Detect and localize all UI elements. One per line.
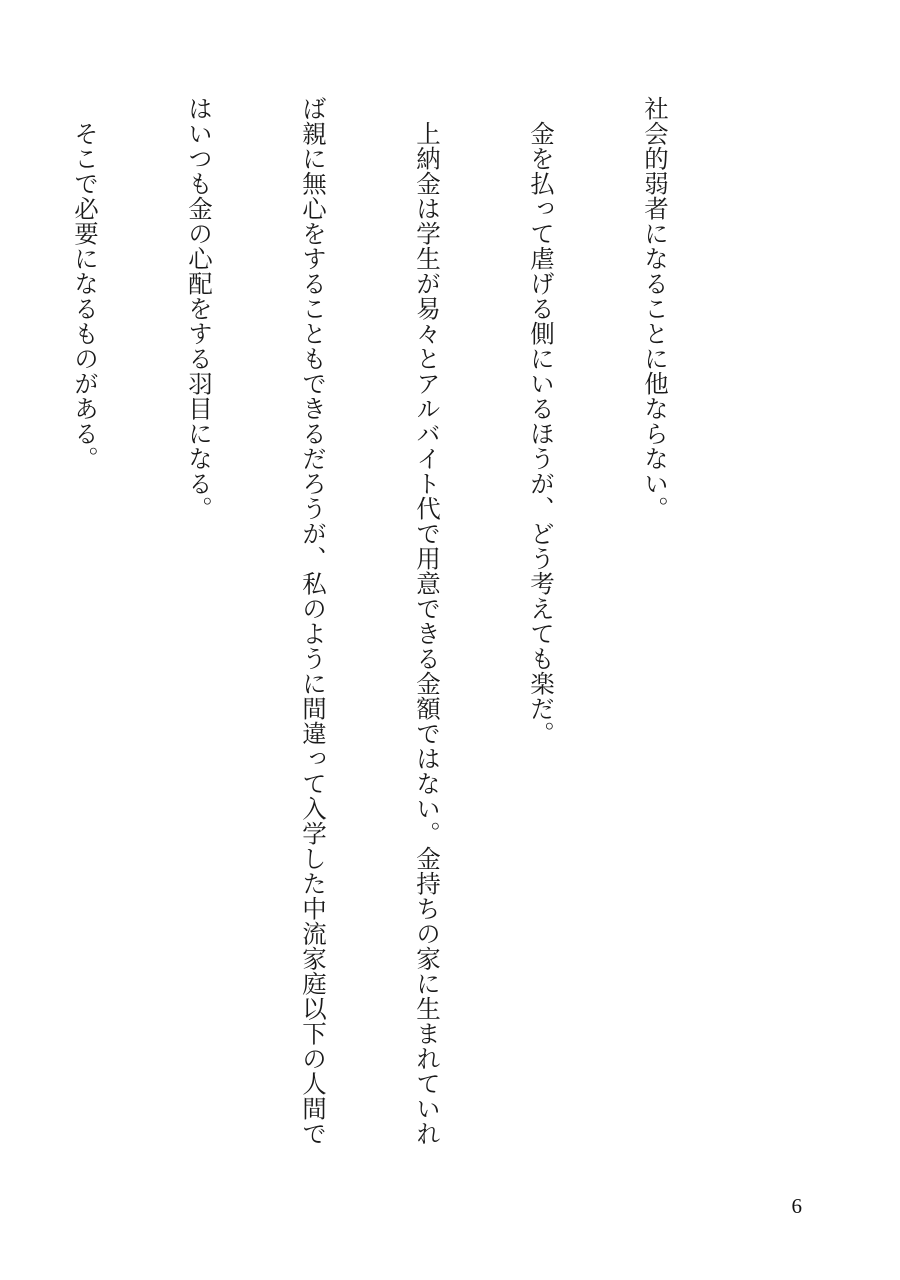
text-line: そこで必要になるものがある。	[71, 96, 100, 471]
text-line: 社会的弱者になることに他ならない。	[641, 96, 670, 521]
vertical-text-body	[71, 96, 750, 1146]
text-line: はいつも金の心配をする羽目になる。	[185, 96, 214, 521]
text-line: 上納金は学生が易々とアルバイト代で用意できる金額ではない。金持ちの家に生まれていれ	[413, 96, 442, 1146]
text-line: 金を払って虐げる側にいるほうが、どう考えても楽だ。	[527, 96, 556, 746]
page-number: 6	[791, 1194, 802, 1218]
text-line: ば親に無心をすることもできるだろうが、私のように間違って入学した中流家庭以下の人間で	[299, 96, 328, 1146]
